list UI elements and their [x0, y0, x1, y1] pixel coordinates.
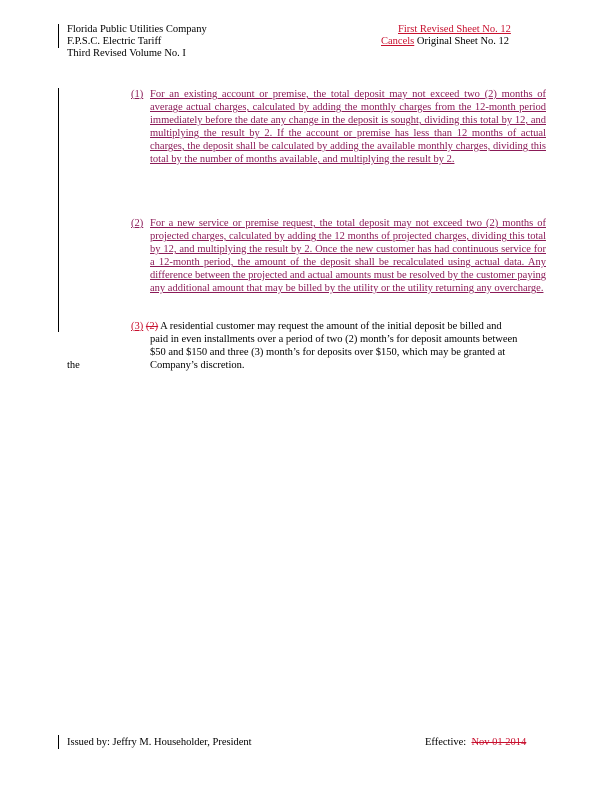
item-3-line-4-left: the — [67, 360, 80, 371]
item-3-line-2: paid in even installments over a period of two (2) month’s for deposit amounts between — [150, 334, 518, 345]
item-3-text-line-1: A residential customer may request the amount of the initial deposit be billed and — [160, 321, 502, 332]
effective-date-old: Nov 01 2014 — [471, 737, 527, 748]
issued-by: Issued by: Jeffry M. Householder, President — [67, 737, 252, 748]
item-3-number-new: (3) — [131, 321, 144, 332]
item-3-line-4: Company’s discretion. — [150, 360, 245, 371]
tariff-volume: Third Revised Volume No. I — [67, 48, 186, 59]
item-3-line-3: $50 and $150 and three (3) month’s for deposits over $150, which may be granted at — [150, 347, 506, 358]
company-name: Florida Public Utilities Company — [67, 24, 207, 35]
item-3-line-1 — [131, 320, 502, 333]
footer-margin-bar — [58, 735, 59, 749]
item-1-number: (1) — [131, 89, 144, 100]
header-margin-bar — [58, 24, 59, 48]
item-2-number: (2) — [131, 218, 144, 229]
item-1-text: For an existing account or premise, the total deposit may not exceed two (2) months of average actual charges, calculated by adding the monthly charges from the 12-month period immediately before the date any change in the deposit is sought, dividing this total by 12, and multiplying the result by 2. If the account or premise has less than 12 months of actual charges, the deposit shall be calculated by adding the available monthly charges, dividing this total by the number of months available, and multiplying the result by 2. — [150, 89, 546, 165]
effective-label: Effective: — [425, 737, 467, 748]
item-2-text: For a new service or premise request, the total deposit may not exceed two (2) months of projected charges, calculated by adding the 12 months of projected charges, dividing this total by 12, and multiplying the result by 2. Once the new customer has had continuous service for a 12-month period, the amount of the deposit shall be recalculated using actual data. Any difference between the projected and actual amounts must be resolved by the customer paying any additional amount that may be billed by the utility or the utility returning any overcharge. — [150, 218, 546, 294]
revision-change-bar — [58, 88, 59, 332]
tariff-name: F.P.S.C. Electric Tariff — [67, 36, 162, 47]
effective-line — [425, 737, 526, 749]
sheet-cancels-line — [381, 36, 509, 48]
cancels-sheet: Original Sheet No. 12 — [414, 36, 510, 47]
item-3-number-old: (2) — [145, 321, 159, 332]
cancels-word: Cancels — [381, 36, 415, 47]
sheet-number-new: First Revised Sheet No. 12 — [398, 24, 511, 35]
